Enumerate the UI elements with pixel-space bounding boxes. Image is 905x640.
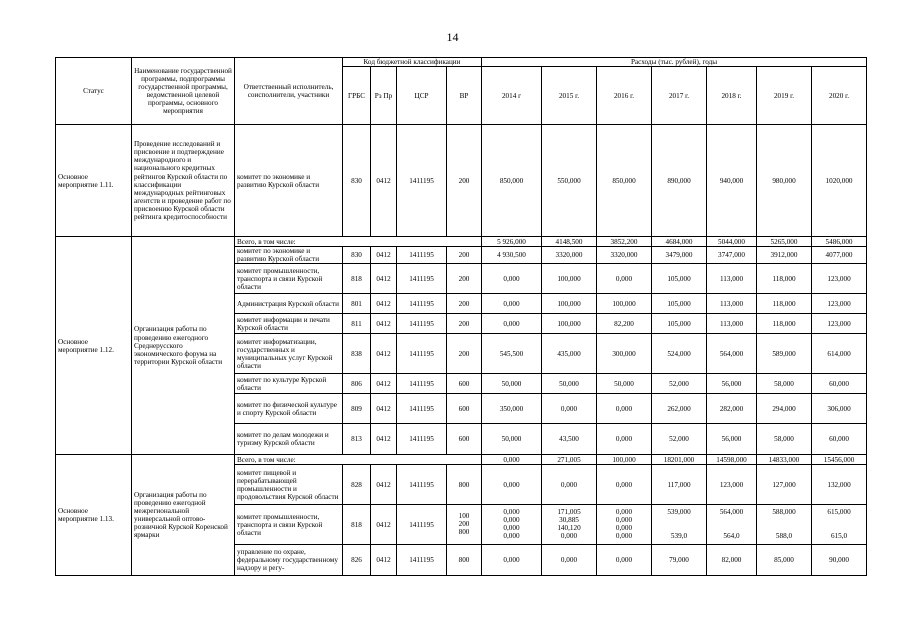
cell-value: 100,000 [542, 314, 597, 334]
cell-rzpr: 0412 [371, 424, 397, 455]
cell-value: 123,000 [707, 465, 757, 505]
cell-grbs: 818 [343, 505, 371, 545]
cell-value: 85,000 [757, 545, 812, 576]
row-responsible: комитет по экономике и развитию Курской области [235, 125, 343, 237]
cell-value: 4148,500 [542, 237, 597, 247]
vr-item: 100 [458, 511, 470, 520]
row-responsible: комитет информатизации, государственных и муниципальных услуг Курской области [235, 334, 343, 374]
cell-vr-list [447, 505, 482, 545]
sub-value: 140,120 [557, 523, 581, 532]
cell-value: 82,000 [707, 545, 757, 576]
cell-csr: 1411195 [397, 505, 447, 545]
cell-value: 105,000 [652, 264, 707, 294]
cell-value: 15456,000 [812, 455, 867, 465]
cell-value: 100,000 [542, 294, 597, 314]
header-year: 2017 г. [652, 67, 707, 125]
cell-value-stack [757, 505, 812, 545]
header-year: 2014 г [482, 67, 542, 125]
cell-value: 980,000 [757, 125, 812, 237]
cell-grbs: 801 [343, 294, 371, 314]
table-row-total [56, 237, 867, 247]
cell-value: 113,000 [707, 294, 757, 314]
row-responsible: комитет по физической культуре и спорту Курской области [235, 394, 343, 424]
row-status: Основное мероприятие 1.12. [56, 237, 132, 455]
cell-value: 113,000 [707, 264, 757, 294]
cell-value: 43,500 [542, 424, 597, 455]
row-total-label: Всего, в том числе: [235, 237, 482, 247]
cell-value: 0,000 [482, 455, 542, 465]
row-responsible: комитет по делам молодежи и туризму Курской области [235, 424, 343, 455]
cell-csr: 1411195 [397, 424, 447, 455]
cell-value: 82,200 [597, 314, 652, 334]
cell-vr: 600 [447, 374, 482, 394]
cell-value: 0,000 [542, 465, 597, 505]
cell-value: 123,000 [812, 294, 867, 314]
cell-vr: 800 [447, 545, 482, 576]
row-name: Проведение исследований и присвоение и подтверждение международного и национального кредитных рейтингов Курской области по классификации международных рейтинговых агентств и проведение работ по присвоению Курской области рейтинга кредитоспособности [132, 125, 235, 237]
row-responsible: комитет по экономике и развитию Курской области [235, 247, 343, 264]
cell-value: 50,000 [482, 374, 542, 394]
cell-grbs: 818 [343, 264, 371, 294]
cell-value: 79,000 [652, 545, 707, 576]
cell-value-stack [652, 505, 707, 545]
cell-value: 117,000 [652, 465, 707, 505]
cell-value: 262,000 [652, 394, 707, 424]
table-row [56, 125, 867, 237]
cell-value: 3320,000 [597, 247, 652, 264]
cell-value: 3479,000 [652, 247, 707, 264]
cell-rzpr: 0412 [371, 314, 397, 334]
cell-csr: 1411195 [397, 374, 447, 394]
cell-value: 123,000 [812, 314, 867, 334]
cell-grbs: 809 [343, 394, 371, 424]
cell-rzpr: 0412 [371, 374, 397, 394]
cell-rzpr: 0412 [371, 264, 397, 294]
cell-value: 4077,000 [812, 247, 867, 264]
cell-value: 0,000 [542, 545, 597, 576]
sub-value: 0,000 [615, 523, 633, 532]
header-csr: ЦСР [397, 67, 447, 125]
cell-value: 589,000 [757, 334, 812, 374]
sub-value: 0,000 [503, 531, 520, 540]
cell-value: 3747,000 [707, 247, 757, 264]
vr-item: 800 [458, 527, 470, 536]
cell-csr: 1411195 [397, 314, 447, 334]
cell-value-stack [597, 505, 652, 545]
cell-value: 0,000 [482, 545, 542, 576]
cell-value-stack [482, 505, 542, 545]
cell-vr: 600 [447, 424, 482, 455]
cell-vr: 200 [447, 247, 482, 264]
cell-value-stack [812, 505, 867, 545]
cell-rzpr: 0412 [371, 125, 397, 237]
cell-csr: 1411195 [397, 465, 447, 505]
cell-value: 435,000 [542, 334, 597, 374]
cell-value: 306,000 [812, 394, 867, 424]
cell-vr: 200 [447, 334, 482, 374]
cell-rzpr: 0412 [371, 334, 397, 374]
cell-value: 0,000 [597, 545, 652, 576]
cell-csr: 1411195 [397, 264, 447, 294]
cell-value: 100,000 [597, 455, 652, 465]
cell-vr: 200 [447, 125, 482, 237]
cell-grbs: 826 [343, 545, 371, 576]
cell-csr: 1411195 [397, 125, 447, 237]
cell-grbs: 830 [343, 247, 371, 264]
cell-rzpr: 0412 [371, 505, 397, 545]
cell-value: 350,000 [482, 394, 542, 424]
cell-value: 0,000 [482, 465, 542, 505]
header-year: 2019 г. [757, 67, 812, 125]
row-responsible: Администрация Курской области [235, 294, 343, 314]
cell-value: 56,000 [707, 424, 757, 455]
header-year: 2016 г. [597, 67, 652, 125]
row-responsible: управление по охране, федеральному государственному надзору и регу- [235, 545, 343, 576]
cell-value: 132,000 [812, 465, 867, 505]
cell-vr: 600 [447, 394, 482, 424]
row-name: Организация работы по проведению ежегодной межрегиональной универсальной оптово-розничной Курской Коренской ярмарки [132, 455, 235, 576]
row-responsible: комитет пищевой и перерабатывающей промышленности и продовольствия Курской области [235, 465, 343, 505]
sub-value: 0,000 [615, 531, 633, 540]
cell-grbs: 806 [343, 374, 371, 394]
cell-value: 105,000 [652, 294, 707, 314]
cell-value: 0,000 [482, 264, 542, 294]
cell-value: 50,000 [542, 374, 597, 394]
cell-value: 0,000 [597, 465, 652, 505]
cell-value: 0,000 [482, 314, 542, 334]
page-number: 14 [446, 30, 459, 44]
vr-item: 200 [458, 519, 470, 528]
cell-csr: 1411195 [397, 294, 447, 314]
cell-value: 940,000 [707, 125, 757, 237]
cell-value: 14598,000 [707, 455, 757, 465]
cell-value: 14833,000 [757, 455, 812, 465]
cell-value: 3320,000 [542, 247, 597, 264]
cell-value: 58,000 [757, 424, 812, 455]
cell-vr: 800 [447, 465, 482, 505]
cell-value: 0,000 [542, 394, 597, 424]
cell-value: 100,000 [542, 264, 597, 294]
cell-grbs: 838 [343, 334, 371, 374]
tail-value: 564,0 [723, 531, 740, 540]
cell-csr: 1411195 [397, 545, 447, 576]
header-budget-code: Код бюджетной классификации [343, 58, 482, 67]
cell-value: 58,000 [757, 374, 812, 394]
cell-value: 850,000 [597, 125, 652, 237]
sum-value: 564,000 [719, 507, 744, 516]
header-expenses: Расходы (тыс. рублей), годы [482, 58, 867, 67]
row-responsible: комитет промышленности, транспорта и связи Курской области [235, 505, 343, 545]
cell-grbs: 811 [343, 314, 371, 334]
cell-value: 890,000 [652, 125, 707, 237]
header-responsible: Ответственный исполнитель, соисполнители, участники [235, 58, 343, 125]
tail-value: 615,0 [830, 531, 848, 540]
cell-value: 100,000 [597, 294, 652, 314]
budget-table [55, 57, 867, 576]
cell-value: 56,000 [707, 374, 757, 394]
tail-value: 539,0 [670, 531, 688, 540]
cell-value: 127,000 [757, 465, 812, 505]
cell-value: 52,000 [652, 424, 707, 455]
cell-value-stack [542, 505, 597, 545]
cell-value: 105,000 [652, 314, 707, 334]
header-status: Статус [56, 58, 132, 125]
cell-value: 60,000 [812, 374, 867, 394]
sum-value: 0,000 [615, 507, 633, 516]
cell-value: 3912,000 [757, 247, 812, 264]
sub-value: 0,000 [615, 515, 633, 524]
header-year: 2020 г. [812, 67, 867, 125]
sum-value: 171,005 [557, 507, 581, 516]
header-vr: ВР [447, 67, 482, 125]
header-grbs: ГРБС [343, 67, 371, 125]
cell-csr: 1411195 [397, 247, 447, 264]
cell-value: 550,000 [542, 125, 597, 237]
cell-value: 3852,200 [597, 237, 652, 247]
cell-value: 271,005 [542, 455, 597, 465]
header-rzpr: Рз Пр [371, 67, 397, 125]
cell-value: 90,000 [812, 545, 867, 576]
cell-csr: 1411195 [397, 394, 447, 424]
header-year: 2018 г. [707, 67, 757, 125]
cell-vr: 200 [447, 314, 482, 334]
cell-value: 5044,000 [707, 237, 757, 247]
cell-vr: 200 [447, 264, 482, 294]
tail-value: 588,0 [775, 531, 793, 540]
cell-value: 0,000 [597, 264, 652, 294]
row-status: Основное мероприятие 1.13. [56, 455, 132, 576]
header-year: 2015 г. [542, 67, 597, 125]
cell-value: 5486,000 [812, 237, 867, 247]
cell-grbs: 830 [343, 125, 371, 237]
row-responsible: комитет по культуре Курской области [235, 374, 343, 394]
cell-value: 0,000 [482, 294, 542, 314]
cell-vr: 200 [447, 294, 482, 314]
cell-value: 282,000 [707, 394, 757, 424]
cell-value: 850,000 [482, 125, 542, 237]
row-responsible: комитет информации и печати Курской области [235, 314, 343, 334]
cell-value: 0,000 [597, 424, 652, 455]
cell-value: 524,000 [652, 334, 707, 374]
cell-value: 18201,000 [652, 455, 707, 465]
row-total-label: Всего, в том числе: [235, 455, 482, 465]
row-name: Организация работы по проведению ежегодного Среднерусского экономического форума на территории Курской области [132, 237, 235, 455]
cell-value: 4 930,500 [482, 247, 542, 264]
cell-rzpr: 0412 [371, 545, 397, 576]
sum-value: 588,000 [772, 507, 796, 516]
cell-value: 545,500 [482, 334, 542, 374]
cell-csr: 1411195 [397, 334, 447, 374]
cell-value: 614,000 [812, 334, 867, 374]
sub-value: 30,885 [559, 515, 579, 524]
cell-value: 294,000 [757, 394, 812, 424]
cell-value: 564,000 [707, 334, 757, 374]
cell-grbs: 828 [343, 465, 371, 505]
cell-rzpr: 0412 [371, 465, 397, 505]
sub-value: 0,000 [503, 515, 520, 524]
cell-value: 118,000 [757, 314, 812, 334]
cell-value: 1020,000 [812, 125, 867, 237]
cell-value: 5265,000 [757, 237, 812, 247]
cell-rzpr: 0412 [371, 294, 397, 314]
cell-value: 50,000 [482, 424, 542, 455]
cell-value: 300,000 [597, 334, 652, 374]
row-status: Основное мероприятие 1.11. [56, 125, 132, 237]
cell-rzpr: 0412 [371, 394, 397, 424]
sub-value: 0,000 [503, 523, 520, 532]
cell-grbs: 813 [343, 424, 371, 455]
header-name: Наименование государственной программы, подпрограммы государственной программы, ведомственной целевой программы, основного мероприятия [132, 58, 235, 125]
cell-value: 123,000 [812, 264, 867, 294]
cell-value: 52,000 [652, 374, 707, 394]
table-row-total [56, 455, 867, 465]
cell-value: 113,000 [707, 314, 757, 334]
cell-value: 5 926,000 [482, 237, 542, 247]
cell-value: 118,000 [757, 264, 812, 294]
cell-value: 60,000 [812, 424, 867, 455]
table-header [56, 58, 867, 125]
cell-value: 118,000 [757, 294, 812, 314]
cell-value: 0,000 [597, 394, 652, 424]
cell-value: 50,000 [597, 374, 652, 394]
row-responsible: комитет промышленности, транспорта и связи Курской области [235, 264, 343, 294]
sum-value: 539,000 [667, 507, 691, 516]
cell-value-stack [707, 505, 757, 545]
cell-rzpr: 0412 [371, 247, 397, 264]
sum-value: 615,000 [827, 507, 851, 516]
cell-value: 4684,000 [652, 237, 707, 247]
sub-value: 0,000 [560, 531, 578, 540]
sum-value: 0,000 [503, 507, 520, 516]
